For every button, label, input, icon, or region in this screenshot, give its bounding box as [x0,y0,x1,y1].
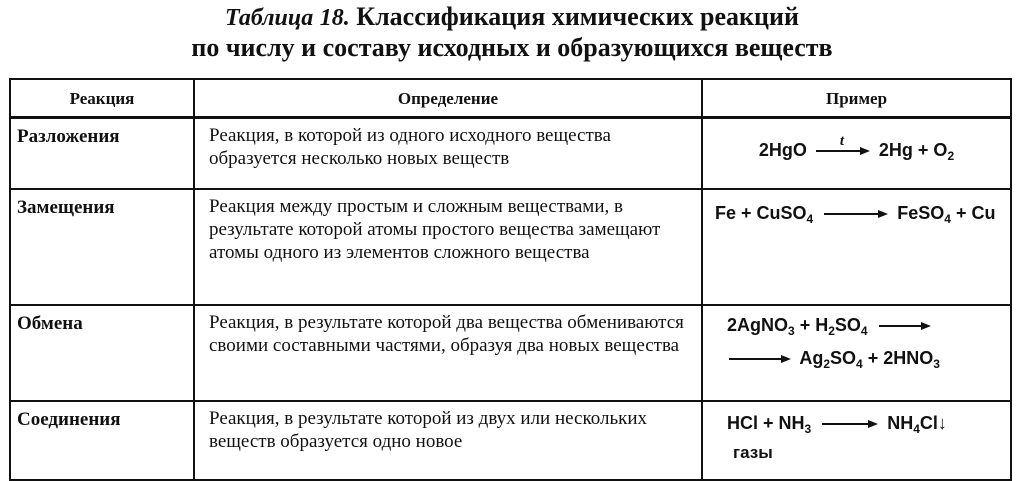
reaction-definition: Реакция между простым и сложным веществами, в результате которой атомы простого вещества замещают атомы одного из элементов сложного вещества [194,189,702,305]
arrow-icon [877,321,931,331]
gas-note: газы [733,443,773,462]
table-row [10,401,1011,480]
header-row [10,79,1011,118]
arrow-icon [816,133,870,156]
eq-right: FeSO [897,203,945,223]
eq-sub: 2 [828,324,835,338]
reaction-example [702,118,1011,190]
caption-line-1 [0,2,1024,32]
down-arrow-icon: ↓ [937,413,947,433]
eq-left-sub: 4 [806,212,814,226]
eq-left: Fe + CuSO [715,203,807,223]
eq-part: + H [794,315,829,335]
reaction-type: Разложения [10,118,194,190]
header-example: Пример [702,79,1011,118]
reaction-type: Соединения [10,401,194,480]
eq-right: NH [887,413,914,433]
reaction-example [702,305,1011,401]
eq-left-sub: 3 [804,422,812,436]
arrow-icon [820,419,878,429]
eq-part: Ag [799,348,824,368]
reaction-example [702,189,1011,305]
header-definition: Определение [194,79,702,118]
eq-right-sub: 4 [944,212,951,226]
eq-right: 2Hg + O [878,140,948,160]
eq-part: 2AgNO [727,315,789,335]
caption-title-1: Классификация химических реакций [356,2,799,31]
eq-right-tail: Cl [919,413,938,433]
eq-left: 2HgO [758,140,807,160]
reaction-example [702,401,1011,480]
table-row [10,305,1011,401]
eq-part: + 2HNO [862,348,934,368]
eq-right-tail: + Cu [950,203,996,223]
eq-sub: 3 [933,357,940,371]
caption-title-2: по числу и составу исходных и образующихся веществ [191,33,833,62]
table-row [10,118,1011,190]
eq-part: SO [830,348,857,368]
eq-left: HCl + NH [727,413,805,433]
arrow-icon [729,354,791,364]
arrow-label: t [839,133,845,150]
eq-right-sub: 4 [913,422,920,436]
reactions-table [9,78,1012,481]
arrow-icon [822,209,888,219]
reaction-definition: Реакция, в результате которой два вещества обмениваются своими составными частями, образуя два новых вещества [194,305,702,401]
header-reaction: Реакция [10,79,194,118]
eq-right-sub: 2 [947,149,955,163]
table-row [10,189,1011,305]
reaction-type: Замещения [10,189,194,305]
caption-number: 18. [319,5,350,31]
eq-sub: 4 [860,324,868,338]
caption-label: Таблица [225,5,314,31]
reaction-definition: Реакция, в результате которой из двух или нескольких веществ образуется одно новое [194,401,702,480]
eq-part: SO [834,315,861,335]
reaction-definition: Реакция, в которой из одного исходного вещества образуется несколько новых веществ [194,118,702,190]
eq-sub: 4 [856,357,863,371]
eq-sub: 3 [788,324,795,338]
reaction-type: Обмена [10,305,194,401]
eq-sub: 2 [823,357,831,371]
